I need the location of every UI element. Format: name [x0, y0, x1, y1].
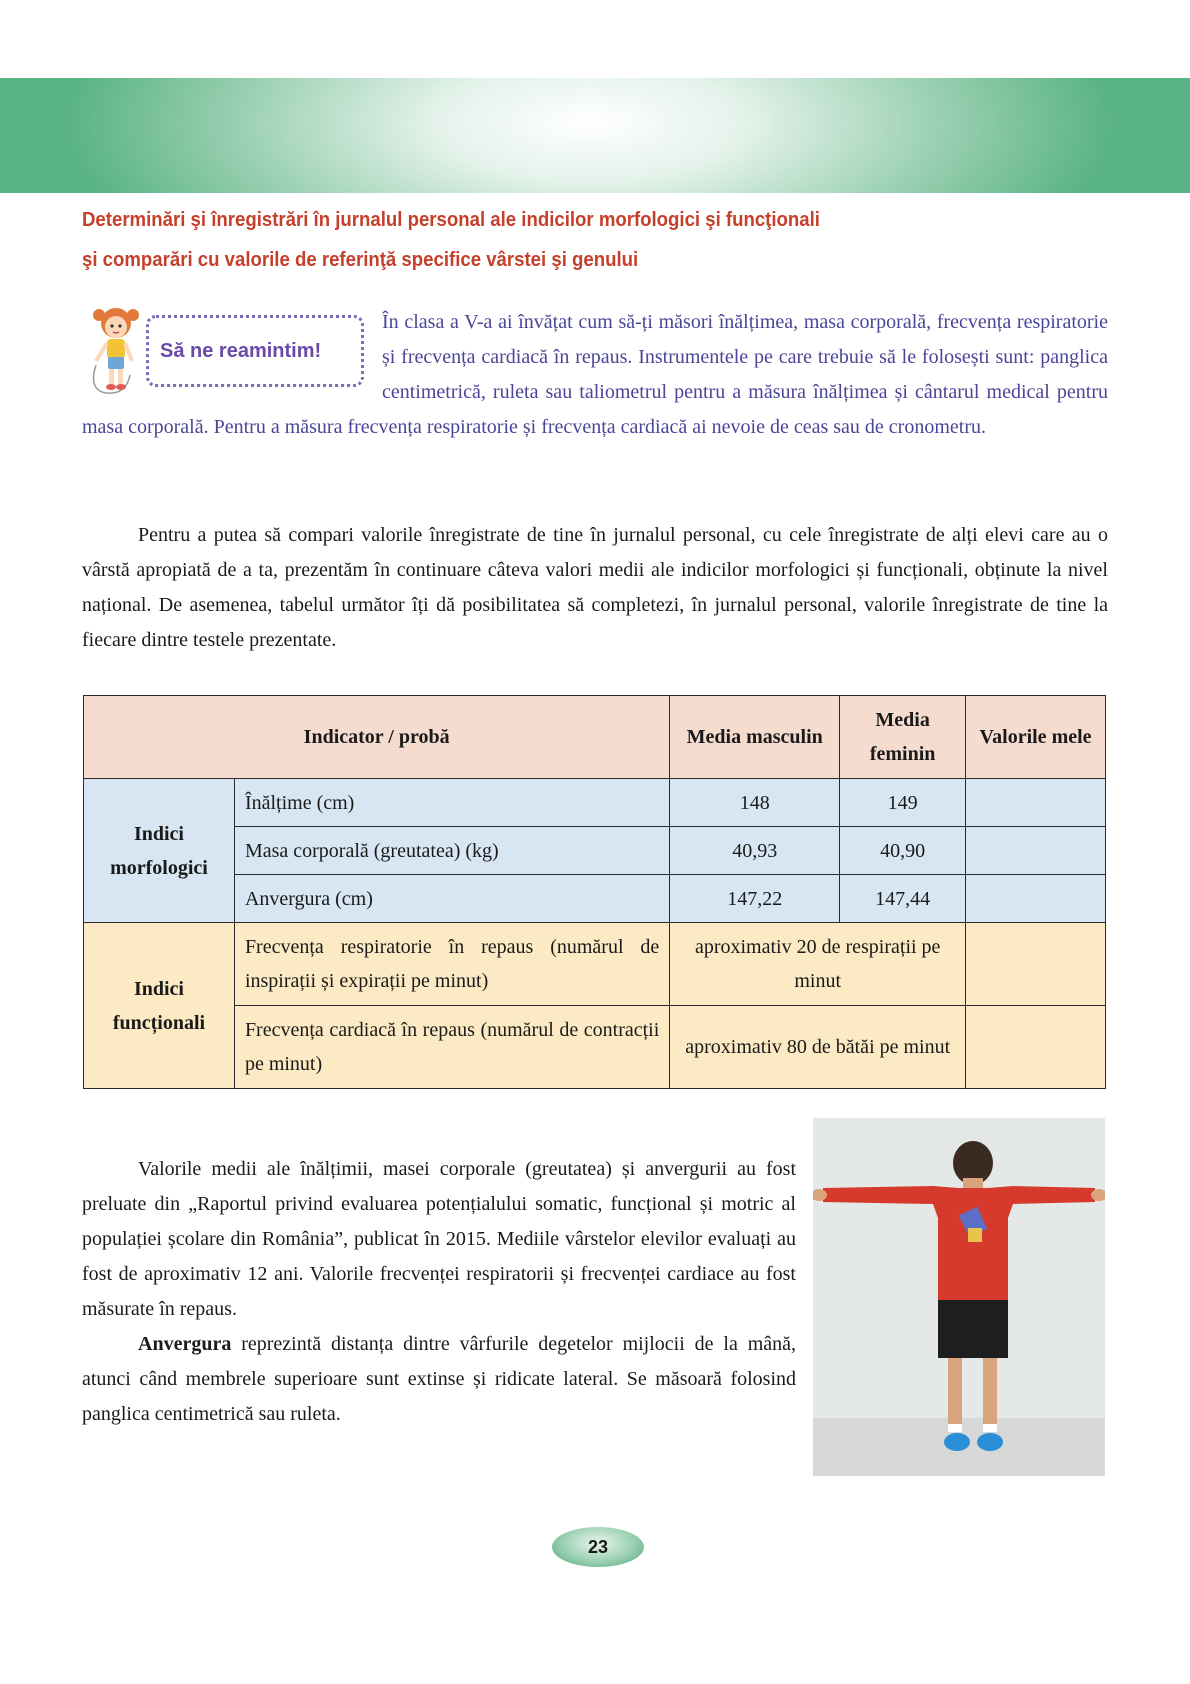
table-row [84, 875, 1106, 923]
source-paragraph-text: Valorile medii ale înălțimii, masei corporale (greutatea) și anvergurii au fost preluate din „Raportul privind evaluarea potențialului somatic, funcțional și motric al populației școlare din România”, publicat în 2015. Mediile vârstelor elevilor evaluați au fost de aproximativ 12 ani. Valorile frecvenței respiratorii și frecvenței cardiace au fost măsurate în repaus. [82, 1158, 796, 1320]
header-my-values: Valorile mele [966, 696, 1106, 779]
my-value-cell[interactable] [966, 923, 1106, 1006]
header-female: Media feminin [840, 696, 966, 779]
definition-text: reprezintă distanța dintre vârfurile degetelor mijlocii de la mână, atunci când membrele superioare sunt extinse și ridicate lateral. Se măsoară folosind panglica centimetrică sau ruleta. [82, 1333, 796, 1425]
row-name: Frecvența respiratorie în repaus (numărul de inspirații și expirații pe minut) [234, 923, 669, 1006]
my-value-cell[interactable] [966, 827, 1106, 875]
header-indicator: Indicator / probă [84, 696, 670, 779]
female-value: 147,44 [840, 875, 966, 923]
my-value-cell[interactable] [966, 779, 1106, 827]
my-value-cell[interactable] [966, 1006, 1106, 1089]
table-header-row [84, 696, 1106, 779]
row-name: Frecvența cardiacă în repaus (numărul de contracții pe minut) [234, 1006, 669, 1089]
top-banner [0, 78, 1190, 193]
reminder-text-content: În clasa a V-a ai învățat cum să-ți măsori înălțimea, masa corporală, frecvența respiratorie și frecvența cardiacă în repaus. Instrumentele pe care trebuie să le folosești sunt: panglica centimetrică, ruleta sau taliometrul pentru a măsura înălțimea și cântarul medical pentru masa corporală. Pentru a măsura frecvența respiratorie și frecvența cardiacă ai nevoie de ceas sau de cronometru. [82, 311, 1108, 438]
male-value: 148 [670, 779, 840, 827]
row-name: Înălțime (cm) [234, 779, 669, 827]
table-row [84, 923, 1106, 1006]
header-male: Media masculin [670, 696, 840, 779]
female-value: 149 [840, 779, 966, 827]
reference-values-table [83, 695, 1106, 1089]
row-name: Anvergura (cm) [234, 875, 669, 923]
shared-value: aproximativ 80 de bătăi pe minut [670, 1006, 966, 1089]
table-row [84, 779, 1106, 827]
heading-line-2: şi comparări cu valorile de referinţă specifice vârstei şi genului [82, 249, 639, 271]
arm-span-photo [813, 1118, 1105, 1476]
reminder-label: Să ne reamintim! [160, 340, 322, 362]
section-heading [82, 200, 1049, 280]
girl-illustration-icon [86, 305, 150, 395]
row-name: Masa corporală (greutatea) (kg) [234, 827, 669, 875]
male-value: 40,93 [670, 827, 840, 875]
arm-span-photo-icon [813, 1118, 1105, 1476]
source-paragraph [82, 1152, 796, 1432]
table-row [84, 1006, 1106, 1089]
shared-value: aproximativ 20 de respirații pe minut [670, 923, 966, 1006]
page-number: 23 [552, 1527, 644, 1567]
morphological-label: Indici morfologici [84, 779, 235, 923]
female-value: 40,90 [840, 827, 966, 875]
functional-label: Indici funcționali [84, 923, 235, 1089]
table-row [84, 827, 1106, 875]
male-value: 147,22 [670, 875, 840, 923]
intro-paragraph-text: Pentru a putea să compari valorile înregistrate de tine în jurnalul personal, cu cele înregistrate de alți elevi care au o vârstă apropiată de a ta, prezentăm în continuare câteva valori medii ale indicilor morfologici și funcționali, obținute la nivel național. De asemenea, tabelul următor îți dă posibilitatea să completezi, în jurnalul personal, valorile înregistrate de tine la fiecare dintre testele prezentate. [82, 524, 1108, 651]
heading-line-1: Determinări şi înregistrări în jurnalul personal ale indicilor morfologici şi funcţionali [82, 209, 820, 231]
definition-term: Anvergura [138, 1333, 232, 1355]
intro-paragraph [82, 518, 1108, 658]
my-value-cell[interactable] [966, 875, 1106, 923]
